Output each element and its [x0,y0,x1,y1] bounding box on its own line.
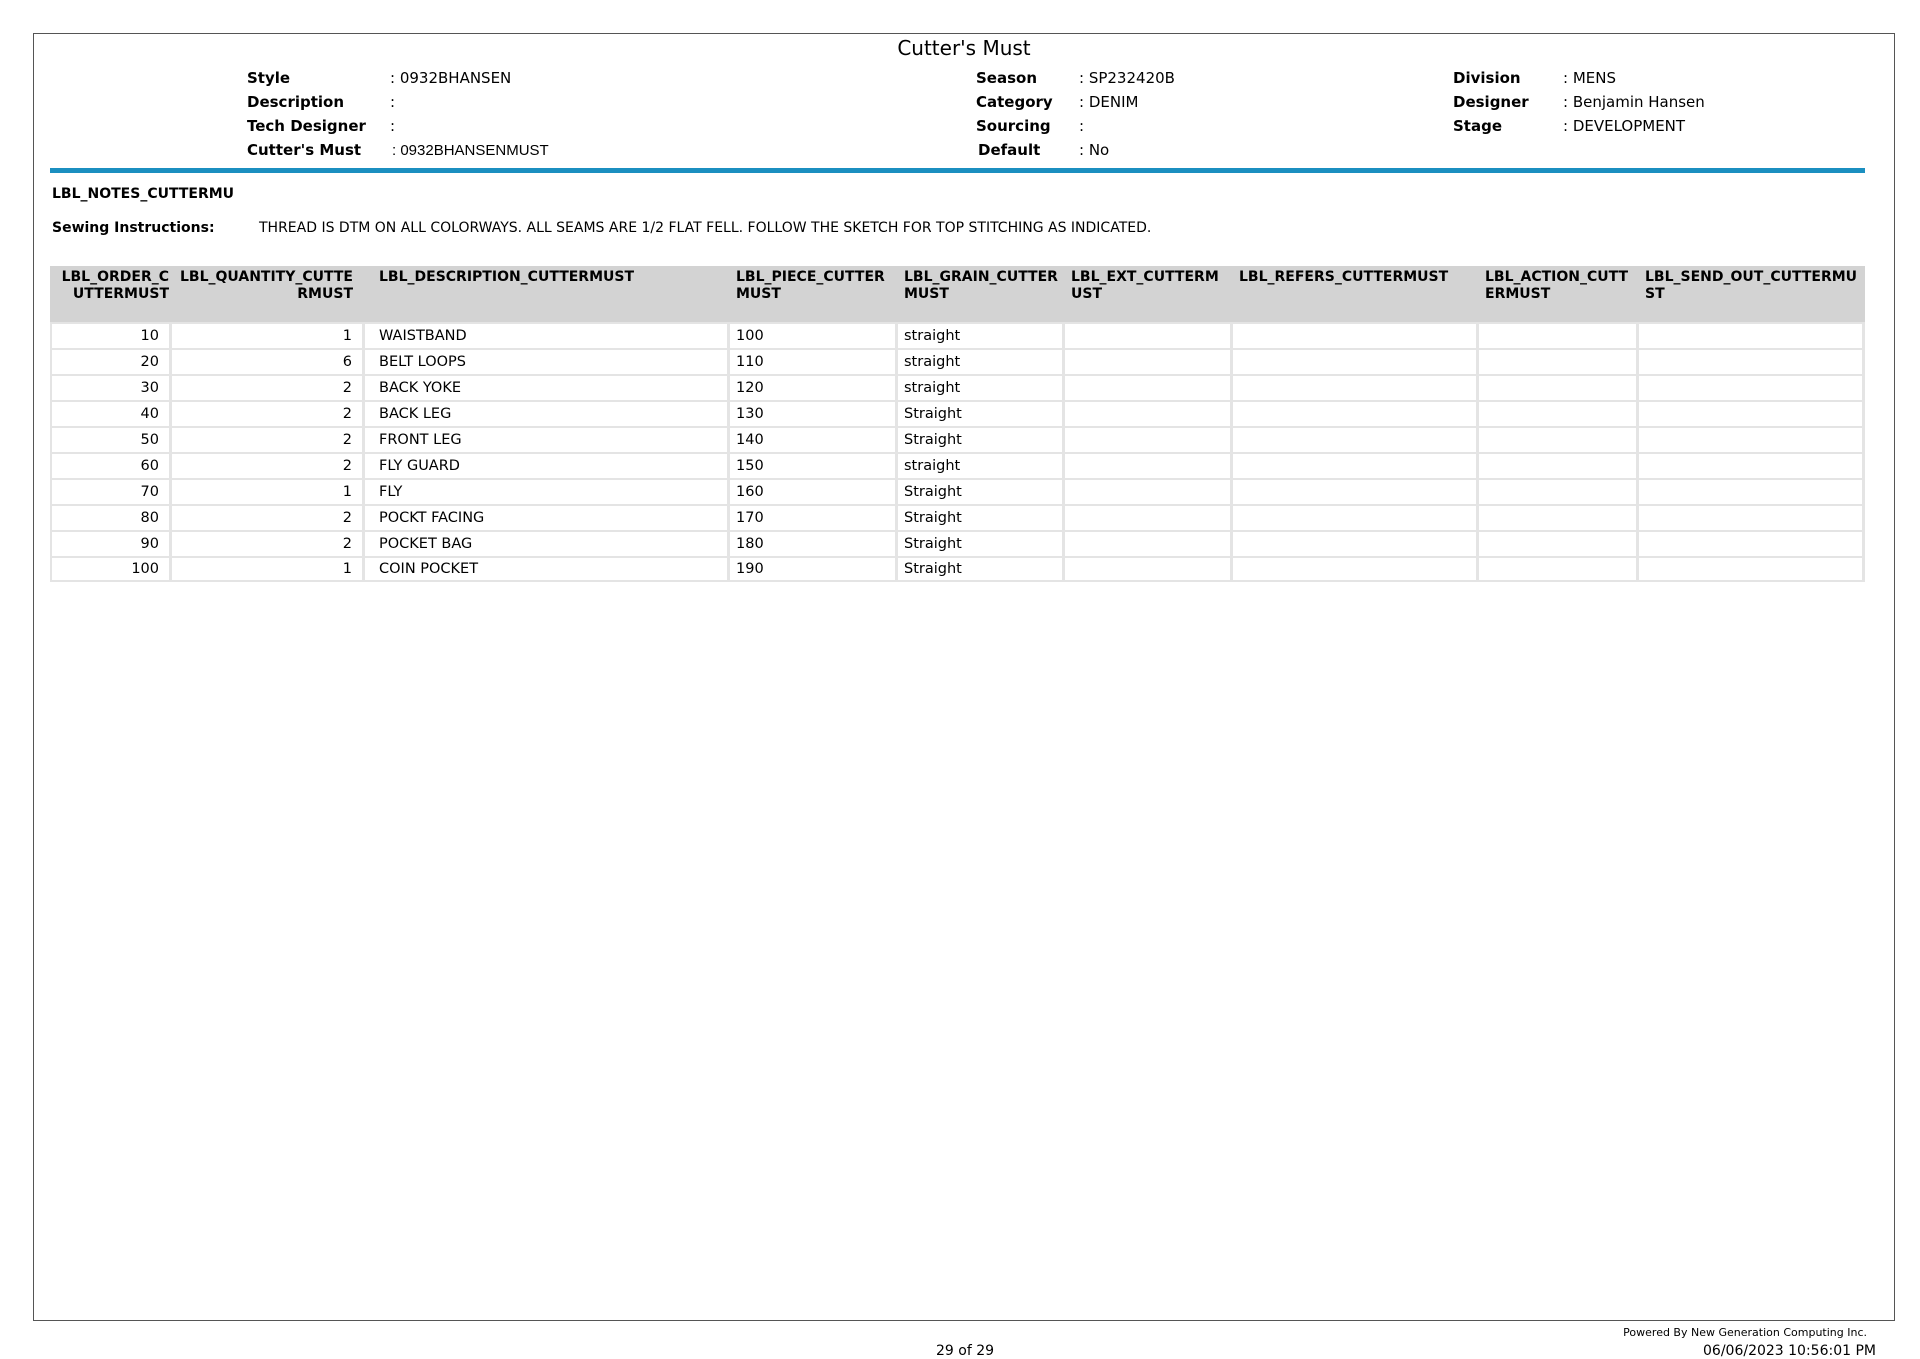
cell-grain: Straight [898,400,1065,426]
field-label: Cutter's Must [247,141,362,159]
cell-refers [1233,452,1479,478]
field-style [247,66,549,90]
cell-send-out [1639,556,1865,582]
cell-ext [1065,374,1233,400]
field-label: Tech Designer [247,117,366,135]
cell-description: BACK YOKE [365,374,730,400]
header-col-2 [976,66,1175,162]
cell-ext [1065,504,1233,530]
cell-grain: straight [898,348,1065,374]
field-value: : DENIM [1079,93,1139,111]
header-col-3 [1453,66,1705,138]
table-row [50,556,1865,582]
cell-description: FRONT LEG [365,426,730,452]
powered-by: Powered By New Generation Computing Inc. [1623,1326,1867,1339]
field-label: Default [978,141,1041,159]
cell-order: 10 [50,322,172,348]
cell-piece: 120 [730,374,898,400]
cell-piece: 140 [730,426,898,452]
cell-send-out [1639,504,1865,530]
cell-refers [1233,478,1479,504]
field-label: Category [976,93,1053,111]
cell-quantity: 6 [172,348,365,374]
cell-order: 30 [50,374,172,400]
cell-ext [1065,556,1233,582]
field-category [976,90,1175,114]
table-row [50,478,1865,504]
cell-order: 40 [50,400,172,426]
cell-send-out [1639,530,1865,556]
field-value: : SP232420B [1079,69,1175,87]
cell-action [1479,374,1639,400]
cell-action [1479,348,1639,374]
cell-grain: straight [898,374,1065,400]
cell-description: BACK LEG [365,400,730,426]
cell-order: 90 [50,530,172,556]
column-header-description: LBL_DESCRIPTION_CUTTERMUST [365,266,730,322]
cell-action [1479,478,1639,504]
cell-refers [1233,504,1479,530]
field-value: : MENS [1563,69,1616,87]
cell-refers [1233,426,1479,452]
cell-action [1479,400,1639,426]
field-label: Stage [1453,117,1503,135]
cutters-must-table [50,266,1865,582]
cell-ext [1065,530,1233,556]
field-value: : [390,93,396,111]
cell-description: FLY [365,478,730,504]
header-divider [50,168,1865,173]
cell-quantity: 2 [172,426,365,452]
sewing-instructions-text: THREAD IS DTM ON ALL COLORWAYS. ALL SEAMS ARE 1/2 FLAT FELL. FOLLOW THE SKETCH FOR TOP STITCHING AS INDICATED. [259,220,1152,236]
cell-grain: Straight [898,556,1065,582]
field-stage [1453,114,1705,138]
cell-piece: 160 [730,478,898,504]
field-value: : [1079,117,1085,135]
column-header-order: LBL_ORDER_CUTTERMUST [50,266,172,322]
page-number: 29 of 29 [935,1343,995,1359]
cell-quantity: 2 [172,504,365,530]
cell-grain: Straight [898,426,1065,452]
cell-send-out [1639,426,1865,452]
cell-quantity: 2 [172,530,365,556]
table-header [50,266,1865,322]
page-frame [33,33,1895,1321]
field-label: Season [976,69,1038,87]
cell-piece: 130 [730,400,898,426]
table-row [50,374,1865,400]
cell-order: 80 [50,504,172,530]
cell-action [1479,426,1639,452]
cell-piece: 190 [730,556,898,582]
cell-description: WAISTBAND [365,322,730,348]
cell-quantity: 2 [172,400,365,426]
field-value: : 0932BHANSEN [390,69,512,87]
cell-send-out [1639,322,1865,348]
cell-piece: 100 [730,322,898,348]
cell-send-out [1639,400,1865,426]
field-value: : No [1079,141,1110,159]
cell-grain: Straight [898,504,1065,530]
field-designer [1453,90,1705,114]
sewing-instructions-label: Sewing Instructions: [52,220,215,236]
table-row [50,452,1865,478]
table-row [50,400,1865,426]
table-row [50,530,1865,556]
cell-order: 70 [50,478,172,504]
cell-ext [1065,426,1233,452]
cell-grain: straight [898,322,1065,348]
header-row [50,266,1865,322]
cell-ext [1065,322,1233,348]
cell-refers [1233,530,1479,556]
cell-quantity: 1 [172,322,365,348]
cell-order: 50 [50,426,172,452]
table-row [50,348,1865,374]
cell-grain: Straight [898,478,1065,504]
document-title: Cutter's Must [897,36,1031,60]
cell-piece: 110 [730,348,898,374]
notes-title: LBL_NOTES_CUTTERMU [52,186,235,202]
column-header-refers: LBL_REFERS_CUTTERMUST [1233,266,1479,322]
field-label: Sourcing [976,117,1051,135]
field-default [976,138,1175,162]
column-header-grain: LBL_GRAIN_CUTTERMUST [898,266,1065,322]
cell-send-out [1639,374,1865,400]
cell-refers [1233,322,1479,348]
cell-refers [1233,400,1479,426]
field-tech-designer [247,114,549,138]
cell-description: FLY GUARD [365,452,730,478]
column-header-ext: LBL_EXT_CUTTERMUST [1065,266,1233,322]
cell-grain: straight [898,452,1065,478]
cell-description: BELT LOOPS [365,348,730,374]
column-header-piece: LBL_PIECE_CUTTERMUST [730,266,898,322]
table-row [50,322,1865,348]
cell-quantity: 1 [172,556,365,582]
field-value: : DEVELOPMENT [1563,117,1686,135]
cell-grain: Straight [898,530,1065,556]
field-value: : [390,117,396,135]
field-label: Division [1453,69,1521,87]
cell-action [1479,530,1639,556]
column-header-quantity: LBL_QUANTITY_CUTTERMUST [172,266,365,322]
cell-ext [1065,348,1233,374]
print-timestamp: 06/06/2023 10:56:01 PM [1703,1343,1876,1359]
cell-order: 20 [50,348,172,374]
cell-piece: 180 [730,530,898,556]
cell-action [1479,452,1639,478]
field-division [1453,66,1705,90]
cell-send-out [1639,348,1865,374]
field-label: Designer [1453,93,1529,111]
cell-description: COIN POCKET [365,556,730,582]
cell-action [1479,322,1639,348]
cell-ext [1065,452,1233,478]
table-row [50,504,1865,530]
cell-piece: 150 [730,452,898,478]
column-header-send-out: LBL_SEND_OUT_CUTTERMUST [1639,266,1865,322]
field-value: : 0932BHANSENMUST [392,142,549,159]
field-sourcing [976,114,1175,138]
field-description [247,90,549,114]
field-label: Style [247,69,291,87]
cell-send-out [1639,452,1865,478]
cell-order: 100 [50,556,172,582]
cell-quantity: 2 [172,374,365,400]
column-header-action: LBL_ACTION_CUTTERMUST [1479,266,1639,322]
cell-quantity: 1 [172,478,365,504]
cell-refers [1233,348,1479,374]
cell-quantity: 2 [172,452,365,478]
cell-ext [1065,478,1233,504]
cell-refers [1233,556,1479,582]
cell-send-out [1639,478,1865,504]
cell-action [1479,556,1639,582]
table-body [50,322,1865,582]
field-season [976,66,1175,90]
cell-description: POCKET BAG [365,530,730,556]
table-row [50,426,1865,452]
cell-piece: 170 [730,504,898,530]
cell-action [1479,504,1639,530]
field-value: : Benjamin Hansen [1563,93,1705,111]
field-cutters-must [247,138,549,163]
cell-description: POCKT FACING [365,504,730,530]
cell-refers [1233,374,1479,400]
cell-ext [1065,400,1233,426]
cell-order: 60 [50,452,172,478]
header-col-1 [247,66,549,163]
field-label: Description [247,93,345,111]
